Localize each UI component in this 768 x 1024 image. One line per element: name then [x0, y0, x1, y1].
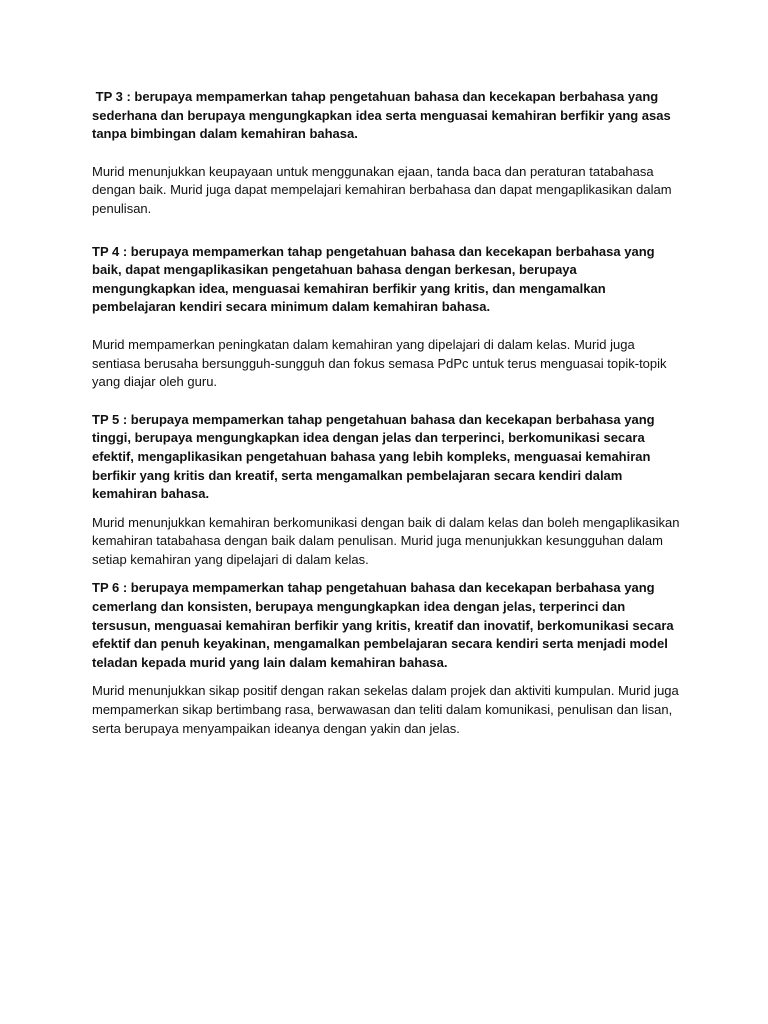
tp4-heading: TP 4 : berupaya mempamerkan tahap pengetahuan bahasa dan kecekapan berbahasa yang baik, dapat mengaplikasikan pengetahuan bahasa dengan berkesan, berupaya mengungkapkan idea, menguasai kemahiran berfikir yang kritis, dan mengamalkan pembelajaran kendiri secara minimum dalam kemahiran bahasa. [92, 243, 659, 315]
tp3-heading: TP 3 : berupaya mempamerkan tahap pengetahuan bahasa dan kecekapan berbahasa yang sederhana dan berupaya mengungkapkan idea serta menguasai kemahiran berfikir yang asas tanpa bimbingan dalam kemahiran bahasa. [92, 89, 675, 142]
document-page [92, 88, 682, 738]
tp5-description: Murid menunjukkan kemahiran berkomunikasi dengan baik di dalam kelas dan boleh mengaplikasikan kemahiran tatabahasa dengan baik dalam penulisan. Murid juga menunjukkan kesungguhan dalam setiap kemahiran yang dipelajari di dalam kelas. [92, 514, 680, 567]
tp3-description: Murid menunjukkan keupayaan untuk menggunakan ejaan, tanda baca dan peraturan tatabahasa dengan baik. Murid juga dapat mempelajari kemahiran berbahasa dan dapat mengaplikasikan dalam penulisan. [92, 163, 672, 216]
section-tp5 [92, 411, 682, 570]
tp6-heading: TP 6 : berupaya mempamerkan tahap pengetahuan bahasa dan kecekapan berbahasa yang cemerlang dan konsisten, berupaya mengungkapkan idea dengan jelas, terperinci dan tersusun, menguasai kemahiran berfikir yang kritis, kreatif dan inovatif, berkomunikasi secara efektif dan penuh keyakinan, mengamalkan pembelajaran secara kendiri serta menjadi model teladan kepada murid yang lain dalam kemahiran bahasa. [92, 580, 678, 670]
tp6-description: Murid menunjukkan sikap positif dengan rakan sekelas dalam projek dan aktiviti kumpulan. Murid juga mempamerkan sikap bertimbang rasa, berwawasan dan teliti dalam komunikasi, penulisan dan lisan, serta berupaya menyampaikan ideanya dengan yakin dan jelas. [92, 683, 679, 736]
tp4-description: Murid mempamerkan peningkatan dalam kemahiran yang dipelajari di dalam kelas. Murid juga sentiasa berusaha bersungguh-sungguh dan fokus semasa PdPc untuk terus menguasai topik-topik yang diajar oleh guru. [92, 336, 667, 390]
tp5-heading: TP 5 : berupaya mempamerkan tahap pengetahuan bahasa dan kecekapan berbahasa yang tinggi, berupaya mengungkapkan idea dengan jelas dan terperinci, berkomunikasi secara efektif, mengaplikasikan pengetahuan bahasa yang lebih kompleks, menguasai kemahiran berfikir yang kritis dan kreatif, serta mengamalkan pembelajaran secara kendiri dalam kemahiran bahasa. [92, 411, 659, 502]
section-tp4 [92, 243, 682, 392]
section-tp3 [92, 88, 682, 219]
section-tp6 [92, 579, 682, 738]
